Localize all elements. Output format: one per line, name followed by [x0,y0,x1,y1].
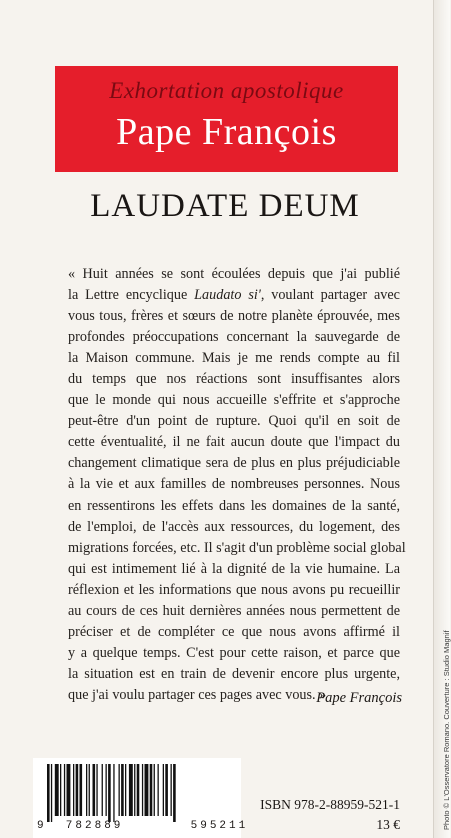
encyclical-title: Laudato si' [194,287,261,304]
barcode-bar [106,764,107,816]
blurb-line: en ressentirons les effets dans les domaines de la santé, [68,497,400,514]
barcode-bars [47,764,227,820]
barcode-bar [60,764,61,816]
barcode-bar [113,764,114,822]
barcode-bar [102,764,103,816]
price: 13 € [376,817,400,832]
barcode-bar [47,764,50,822]
blurb-line: réflexion et les informations que nous avons pu recueillir [68,581,400,598]
barcode-bar [134,764,135,816]
blurb-line: profondes préoccupations concernant la sauvegarde de [68,329,400,346]
blurb-line: à la vie et aux familles de nombreuses personnes. Nous [68,476,400,493]
book-title: LAUDATE DEUM [90,188,360,224]
barcode-bar [73,764,74,816]
barcode-bar [165,764,168,816]
barcode-bar [163,764,164,816]
blurb-line: qui est intimement lié à la dignité de la vie humaine. La [68,560,400,577]
blurb-line: peut-être d'un point de rupture. Quoi qu'il en soit de [68,413,400,430]
barcode-bar [137,764,140,816]
barcode [33,758,249,838]
isbn: ISBN 978-2-88959-521-1 [260,797,400,812]
blurb-line: la Maison commune. Mais je me rends compte au fil [68,350,400,367]
blurb-line: cette éventualité, il ne fait aucun doute que l'impact du [68,434,400,451]
barcode-bar [171,764,172,816]
barcode-bar [64,764,65,816]
barcode-bar [76,764,79,816]
blurb-line: que j'ai voulu partager ces pages avec vous. » [68,686,327,703]
barcode-bar [86,764,87,816]
barcode-bar [142,764,143,816]
blurb-line: de l'emploi, de l'accès aux ressources, du logement, des [68,518,400,535]
blurb-line: y a quelque temps. C'est pour cette raison, et parce que [68,644,400,661]
blurb-line: vous tous, frères et sœurs de notre planète éprouvée, mes [68,308,400,325]
blurb-line: la situation est en train de devenir encore plus urgente, [68,665,400,682]
barcode-bar [108,764,111,822]
title-band [55,66,398,172]
blurb-line: du temps que nos réactions sont insuffisantes alors [68,371,400,388]
blurb-line: changement climatique sera de plus en plus préjudiciable [68,455,400,472]
photo-credit-text: Photo © L'Osservatore Romano. Couverture : Studio Magnif [442,630,451,830]
barcode-bar [55,764,59,816]
blurb-text [68,264,406,706]
barcode-bar [125,764,126,816]
barcode-bar [89,764,90,816]
barcode-bar [145,764,149,816]
barcode-bar [173,764,176,822]
barcode-bar [80,764,83,816]
barcode-bar [67,764,71,816]
barcode-bar [158,764,159,816]
blurb-line-italic: la Lettre encyclique Laudato si', voulant partager avec [68,287,400,304]
blurb-line: que le monde qui nous accueille s'effrite et s'approche [68,392,400,409]
barcode-bar [129,764,133,816]
barcode-digits: 9 782889 595211 [37,820,249,832]
blurb-line: préciser et de compléter ce que nous avons affirmé il [68,623,400,640]
barcode-bar [51,764,52,822]
blurb-line: migrations forcées, etc. Il s'agit d'un problème social global [68,539,406,556]
barcode-bar [119,764,120,816]
signature: Pape François [316,690,402,706]
blurb-line: au cours de ces huit dernières années nous permettent de [68,602,400,619]
author-name: Pape François [116,111,337,153]
barcode-bar [154,764,155,816]
barcode-bar [150,764,153,816]
barcode-bar [96,764,97,816]
barcode-bar [121,764,124,816]
blurb-line: « Huit années se sont écoulées depuis que j'ai publié [68,266,400,282]
photo-credit [436,560,451,830]
barcode-bar [93,764,96,816]
series-label: Exhortation apostolique [109,78,344,103]
